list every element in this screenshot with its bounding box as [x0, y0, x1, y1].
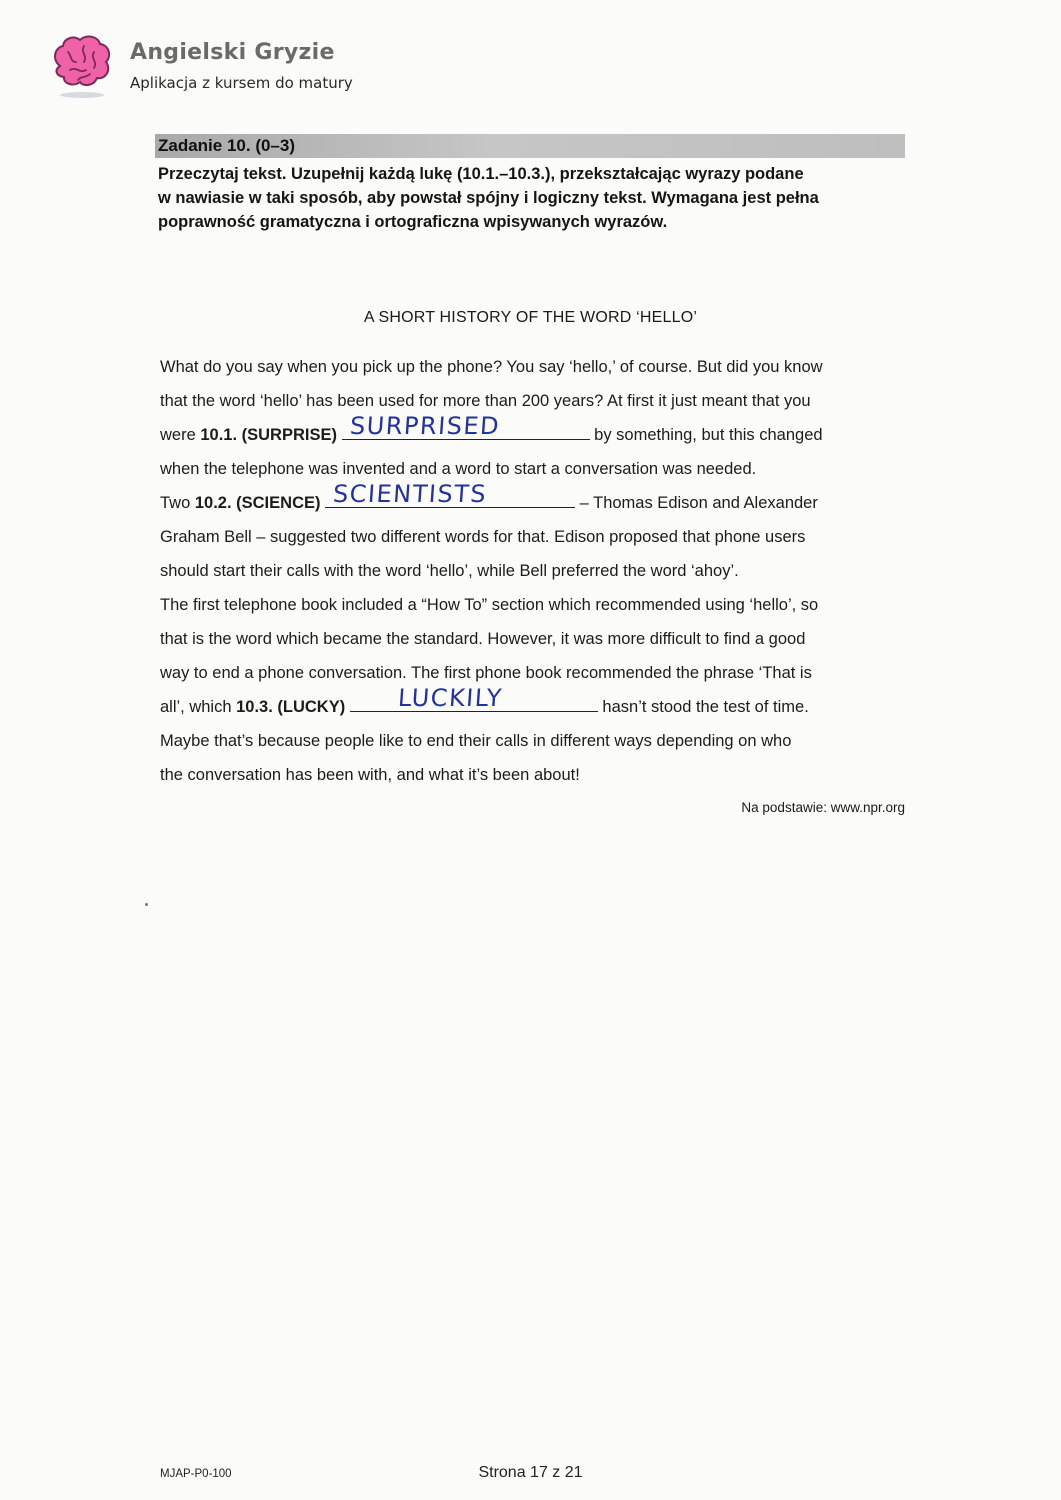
- text-line-gap-1: [160, 412, 910, 452]
- exam-code: MJAP-P0-100: [160, 1468, 232, 1480]
- text-line: that the word ‘hello’ has been used for more than 200 years? At first it just meant that you: [160, 392, 811, 410]
- text-line: should start their calls with the word ‘hello’, while Bell preferred the word ‘ahoy’.: [160, 562, 739, 580]
- text-segment: – Thomas Edison and Alexander: [575, 494, 818, 512]
- scan-speck: [145, 903, 148, 906]
- text-segment: by something, but this changed: [589, 426, 823, 444]
- gap-10-1[interactable]: [342, 412, 590, 440]
- text-line: the conversation has been with, and what it’s been about!: [160, 766, 580, 784]
- text-line: What do you say when you pick up the phone? You say ‘hello,’ of course. But did you know: [160, 358, 823, 376]
- task-instructions: [158, 162, 898, 234]
- text-line: that is the word which became the standard. However, it was more difficult to find a good: [160, 630, 806, 648]
- instruction-line: poprawność gramatyczna i ortograficzna wpisywanych wyrazów.: [158, 213, 668, 231]
- article-title: A SHORT HISTORY OF THE WORD ‘HELLO’: [363, 309, 698, 326]
- page-number: Strona 17 z 21: [478, 1464, 583, 1481]
- brain-icon: [50, 32, 114, 102]
- text-line: Graham Bell – suggested two different words for that. Edison proposed that phone users: [160, 528, 806, 546]
- instruction-line: w nawiasie w taki sposób, aby powstał spójny i logiczny tekst. Wymagana jest pełna: [158, 189, 819, 207]
- instruction-line: Przeczytaj tekst. Uzupełnij każdą lukę (10.1.–10.3.), przekształcając wyrazy podane: [158, 165, 804, 183]
- text-line: when the telephone was invented and a word to start a conversation was needed.: [160, 460, 757, 478]
- text-line: The first telephone book included a “How To” section which recommended using ‘hello’, so: [160, 596, 819, 614]
- answer-10-1: SURPRISED: [348, 412, 501, 440]
- gap-10-2[interactable]: [325, 480, 575, 508]
- text-line: way to end a phone conversation. The first phone book recommended the phrase ‘That is: [160, 664, 812, 682]
- article-body: [160, 350, 910, 792]
- source-citation: Na podstawie: www.npr.org: [741, 800, 905, 815]
- brand-header: [50, 32, 450, 112]
- task-header-bar: [155, 134, 905, 158]
- gap-10-3[interactable]: [350, 684, 598, 712]
- text-line: Maybe that’s because people like to end their calls in different ways depending on who: [160, 732, 792, 750]
- answer-10-2: SCIENTISTS: [332, 480, 489, 508]
- text-segment: Two: [160, 494, 195, 512]
- brand-tagline: Aplikacja z kursem do matury: [130, 74, 353, 92]
- task-header: Zadanie 10. (0–3): [158, 136, 296, 155]
- text-segment: were: [160, 426, 201, 444]
- text-line-gap-3: [160, 684, 910, 724]
- text-segment: all’, which: [160, 698, 237, 716]
- gap-label-10-2: 10.2. (SCIENCE): [194, 494, 321, 512]
- gap-label-10-3: 10.3. (LUCKY): [236, 698, 346, 716]
- answer-10-3: LUCKILY: [396, 684, 504, 712]
- text-segment: hasn’t stood the test of time.: [597, 698, 809, 716]
- text-line-gap-2: [160, 480, 910, 520]
- gap-label-10-1: 10.1. (SURPRISE): [200, 426, 337, 444]
- brand-name: Angielski Gryzie: [130, 40, 335, 65]
